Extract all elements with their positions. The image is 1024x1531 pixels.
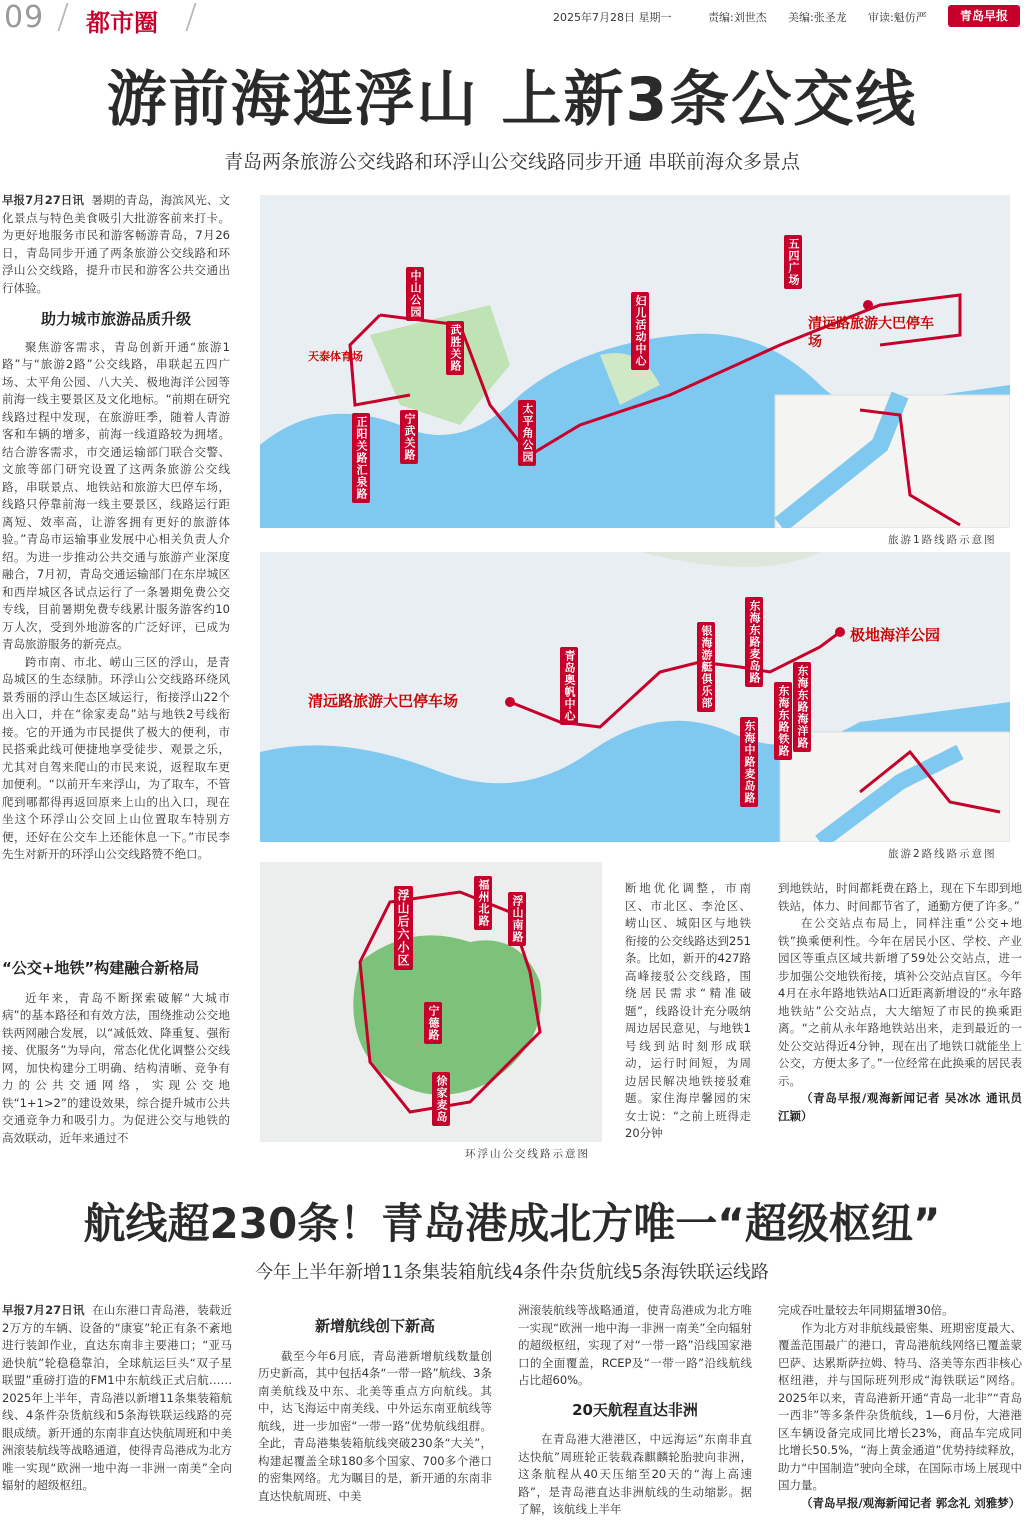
subheading-africa: 20天航程直达非洲 bbox=[572, 1400, 698, 1419]
map2-caption: 旅游2路线路示意图 bbox=[888, 848, 997, 860]
map-label: 正阳关路汇泉路 bbox=[352, 413, 370, 503]
paragraph: 近年来，青岛不断探索破解“大城市病”的基本路径和有效方法，围绕推动公交地铁两网融合发展，以“减低效、降重复、强衔接、优服务”为导向，常态化优化调整公交线网，加快构建分工明确、结构清晰、竞争有力的公共交通网络，实现公交地铁“1+1>2”的建设效果，综合提升城市公共交通竞争力和吸引力。为促进公交与地铁的高效联动，近年来通过不 bbox=[2, 990, 230, 1145]
article1-headline: 游前海逛浮山 上新3条公交线 bbox=[106, 65, 918, 135]
issue-date: 2025年7月28日 星期一 bbox=[553, 11, 672, 24]
map-label: 天泰体育场 bbox=[308, 350, 363, 363]
art-editor: 美编:张圣龙 bbox=[788, 11, 847, 24]
subheading-new-routes: 新增航线创下新高 bbox=[314, 1318, 435, 1335]
map-label: 太平角公园 bbox=[518, 400, 536, 466]
map-label: 中山公园 bbox=[406, 267, 424, 321]
article1-left-column bbox=[2, 192, 230, 954]
map-label: 清远路旅游大巴停车场 bbox=[308, 692, 459, 710]
paragraph: 到地铁站，时间都耗费在路上，现在下车即到地铁站，体力、时间都节省了，通勤方便了许多。” bbox=[778, 881, 1022, 913]
map-label: 东海东路麦岛路 bbox=[745, 597, 763, 687]
reviewer: 审读:魁仿严 bbox=[868, 11, 927, 24]
byline: （青岛早报/观海新闻记者 郭念礼 刘雅梦） bbox=[801, 1495, 1021, 1510]
map-label: 青岛奥帆中心 bbox=[560, 647, 578, 725]
paragraph: 洲滚装航线等战略通道，使青岛港成为北方唯一实现“欧洲一地中海一非洲一南美”全向辐射的超级枢纽，实现了对“一带一路”沿线国家港口的全面覆盖，RCEP及“一带一路”沿线航线占比超60%。 bbox=[518, 1303, 752, 1387]
map-label: 极地海洋公园 bbox=[850, 626, 941, 644]
article2-column-2 bbox=[258, 1318, 492, 1530]
map-label: 妇儿活动中心 bbox=[631, 292, 649, 370]
page-number: 09 bbox=[4, 0, 45, 35]
map-label: 武胜关路 bbox=[446, 321, 464, 375]
map-label: 徐家麦岛 bbox=[432, 1072, 450, 1126]
map-label: 五四广场 bbox=[784, 235, 802, 289]
tour-route-1-map bbox=[260, 195, 1010, 528]
map-label: 清远路旅游大巴停车场 bbox=[808, 316, 934, 350]
lead-text: 暑期的青岛，海滨风光、文化景点与特色美食吸引大批游客前来打卡。为更好地服务市民和游客畅游青岛，7月26日，青岛同步开通了两条旅游公交线路和环浮山公交线路，提升市民和游客公共交通出行体验。 bbox=[2, 193, 230, 295]
map-label: 福州北路 bbox=[474, 876, 492, 930]
subheading-tourism: 助力城市旅游品质升级 bbox=[40, 310, 191, 328]
paragraph: 断地优化调整，市南区、市北区、李沧区、崂山区、城阳区与地铁衔接的公交线路达到251条。比如，新开的427路高峰接驳公交线路，围绕居民需求“精准破题”，线路设计充分吸纳周边居民意见，与地铁1号线到站时刻形成联动，运行时间短，为周边居民解决地铁接驳难题。家住海岸馨园的宋女士说：“之前上班得走20分钟 bbox=[625, 881, 751, 1140]
subheading-bus-metro: “公交+地铁”构建融合新格局 bbox=[2, 960, 200, 977]
page-header bbox=[0, 0, 1024, 36]
article2-column-1 bbox=[2, 1302, 232, 1530]
tour-route-2-map bbox=[260, 552, 1010, 842]
map1-caption: 旅游1路线路示意图 bbox=[888, 534, 997, 546]
map-label: 浮山南路 bbox=[508, 892, 526, 946]
map-label: 宁武关路 bbox=[400, 410, 418, 464]
map3-caption: 环浮山公交线路示意图 bbox=[465, 1148, 590, 1160]
fushan-loop-map bbox=[260, 862, 602, 1142]
lead-tag: 早报7月27日讯 bbox=[2, 193, 84, 207]
paragraph: 聚焦游客需求，青岛创新开通“旅游1路”与“旅游2路”公交线路，串联起五四广场、太平角公园、八大关、极地海洋公园等前海一线主要景区及文化地标。“前期在研究线路过程中发现，在旅游旺季，随着人青游客和车辆的增多，前海一线道路较为拥堵。结合游客需求，市交通运输部门联合交警、文旅等部门研究设置了这两条旅游公交线路，串联景点、地铁站和旅游大巴停车场，线路只停靠前海一线主要景区，线路运行距离短、效率高，让游客拥有更好的旅游体验。”青岛市运输事业发展中心相关负责人介绍。为进一步推动公共交通与旅游产业深度融合，7月初，青岛交通运输部门在东岸城区和西岸城区各试点运行了一条暑期免费公交专线，目前暑期免费专线累计服务游客约10万人次，受到外地游客的广泛好评，已成为青岛旅游服务的新亮点。 bbox=[2, 339, 230, 651]
editor: 责编:刘世杰 bbox=[708, 11, 767, 24]
paragraph: 完成吞吐量较去年同期猛增30倍。 bbox=[778, 1303, 954, 1317]
article2-column-3 bbox=[518, 1302, 752, 1530]
paragraph: 跨市南、市北、崂山三区的浮山，是青岛城区的生态绿肺。环浮山公交线路环绕风景秀丽的浮山生态区域运行，衔接浮山22个出入口，并在“徐家麦岛”站与地铁2号线衔接。它的开通为市民提供了极大的便利，市民搭乘此线可便捷地享受徒步、观景之乐，尤其对自驾来爬山的市民来说，返程取车更加便利。“以前开车来浮山，为了取车，不管爬到哪都得再返回原来上山的出入口，现在坐这个环浮山公交回上山位置取车特别方便，还好在公交车上还能休息一下。”市民李先生对新开的环浮山公交线路赞不绝口。 bbox=[2, 654, 230, 861]
article1-left-column-lower bbox=[2, 960, 230, 1165]
paper-logo-text: 青岛早报 bbox=[959, 9, 1008, 23]
map-label: 浮山后六小区 bbox=[394, 886, 413, 970]
lead-tag: 早报7月27日讯 bbox=[2, 1303, 85, 1317]
article2-column-4 bbox=[778, 1302, 1022, 1530]
article1-subhead: 青岛两条旅游公交线路和环浮山公交线路同步开通 串联前海众多景点 bbox=[223, 151, 801, 173]
slash-divider bbox=[57, 3, 68, 31]
slash-divider bbox=[185, 3, 196, 31]
map-label: 东海中路麦岛路 bbox=[740, 717, 758, 807]
paragraph: 在公交站点布局上，同样注重“公交+地铁”换乘便利性。今年在居民小区、学校、产业园区等重点区域共新增了59处公交站点，进一步加强公交地铁衔接，填补公交站点盲区。今年4月在永年路地铁站A口近距离新增设的“永年路地铁站”公交站点，大大缩短了市民的换乘距离。“之前从永年路地铁站出来，走到最近的一处公交站得近4分钟，现在出了地铁口就能坐上公交，方便太多了。”一位经常在此换乘的居民表示。 bbox=[778, 916, 1022, 1088]
byline: （青岛早报/观海新闻记者 吴冰冰 通讯员 江颖） bbox=[778, 1091, 1022, 1123]
lead-text: 在山东港口青岛港，装载近2万方的车辆、设备的“康宴”轮正有条不紊地进行装卸作业，直达东南非主要港口；“亚马逊快航”轮稳稳靠泊，全球航运巨头“双子星联盟”重磅打造的FM1中东航线正式启航……2025年上半年，青岛港以新增11条集装箱航线、4条件杂货航线和5条海铁联运线路的亮眼成绩。新开通的东南非直达快航周班和中美洲滚装航线等战略通道，使得青岛港成为北方唯一实现“欧洲一地中海一非洲一南美”全向辐射的超级枢纽。 bbox=[2, 1303, 232, 1492]
paragraph: 在青岛港大港港区，中远海运“东南非直达快航”周班轮正装载森麒麟轮胎驶向非洲，这条航程从40天压缩至20天的“海上高速路”，是青岛港直达非洲航线的生动缩影。据了解，该航线上半年 bbox=[518, 1432, 752, 1516]
article2-subhead: 今年上半年新增11条集装箱航线4条件杂货航线5条海铁联运线路 bbox=[255, 1262, 769, 1283]
article1-column-4 bbox=[778, 880, 1022, 1165]
paragraph: 截至今年6月底，青岛港新增航线数量创历史新高，其中包括4条“一带一路”航线、3条南美航线及中东、北美等重点方向航线。其中，达飞海运中南美线、中外运东南亚航线等航线，进一步加密“一带一路”优势航线组群。全此，青岛港集装箱航线突破230条“大关”，构建起覆盖全球180多个国家、700多个港口的密集网络。尤为瞩目的是，新开通的东南非直达快航周班、中美 bbox=[258, 1348, 492, 1503]
paper-logo bbox=[948, 5, 1020, 27]
map-label: 东海东路铁路 bbox=[774, 682, 792, 760]
section-name: 都市圈 bbox=[86, 9, 158, 37]
paragraph: 作为北方对非航线最密集、班期密度最大、覆盖范围最广的港口，青岛港航线网络已覆盖蒙巴萨、达累斯萨拉姆、特马、洛美等东西非核心枢纽港，并与国际班列形成“海铁联运”网络。2025年以来，青岛港新开通“青岛一北非”“青岛一西非”等多条件杂货航线，1—6月份，大港港区车辆设备完成同比增长23%，商品车完成同比增长50.5%，“海上黄金通道”优势持续释放，助力“中国制造”驶向全球，在国际市场上展现中国力量。 bbox=[778, 1320, 1022, 1492]
article2-headline: 航线超230条！青岛港成北方唯一“超级枢纽” bbox=[83, 1199, 941, 1248]
article1-column-3 bbox=[625, 880, 751, 1165]
map-label: 东海东路海洋路 bbox=[793, 662, 811, 752]
map-label: 宁德路 bbox=[424, 1002, 442, 1044]
map-label: 银海游艇俱乐部 bbox=[697, 622, 715, 712]
